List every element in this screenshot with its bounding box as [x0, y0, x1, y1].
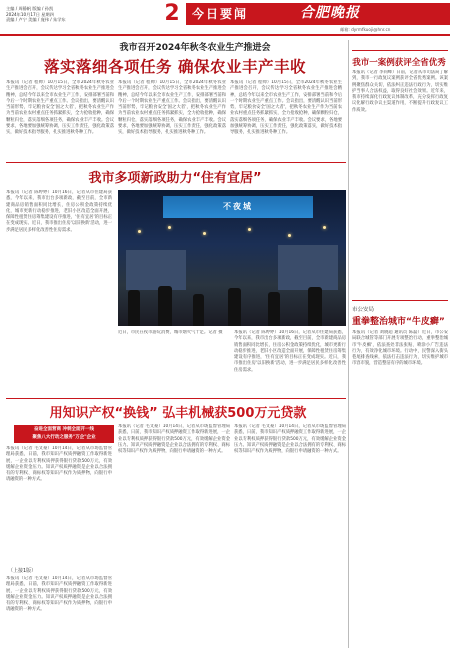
night-market-photo: [118, 190, 346, 326]
ticker-line: 奋进全面营商 冲刺全面开一线: [33, 427, 95, 432]
ip-headline: 用知识产权“换钱” 弘丰机械获500万元贷款: [49, 406, 307, 421]
photo-person: [268, 292, 280, 326]
photo-light: [138, 230, 141, 233]
continued-note: （上接1版）: [8, 568, 37, 574]
main-kicker: 我市召开2024年秋冬农业生产推进会: [119, 43, 271, 53]
photo-sign-text: 不夜城: [223, 202, 253, 211]
right-headline-1: 我市一案例获评全省优秀: [352, 58, 446, 68]
policy-body-col2: 本报讯（记者 陈婷婷）10月16日，记者从市住建局获悉，今年以来，我市出台多项新政，截至目前，全市新建商品房销售面积同比增长，住房公积金政策持续优化，城市更新行动稳步推进，老旧小区改造全面开展，保障性租赁住房筹集建设有序推进，'住有宜居'的目标正在变成现实。近日，我市推出住房'以旧换新'活动，进一步满足居民多样化改善性住房需求。: [234, 330, 346, 373]
right-subhead: 市公安局: [352, 307, 375, 313]
meta-line: 2024年10月17日 星期四: [6, 11, 54, 17]
ticker-line: 聚焦八大行动之服务"万企"企业: [32, 435, 96, 440]
policy-headline: 我市多项新政助力“住有宜居”: [88, 171, 262, 186]
ip-body-col4: 本报讯（记者 毛文豪）10月14日，记者从市场监督管理局获悉，日前，我市知识产权质押融资工作取得新进展，一企业以专利权质押获得银行贷款500万元，有效缓解企业资金压力。知识产权质押融资是企业以合法拥有的专利权、商标权等知识产权作为质押物，向银行申请融资的一种方式。: [6, 576, 112, 613]
photo-light: [248, 228, 251, 231]
photo-person: [228, 288, 241, 326]
meta-line: 责编 / 卢宁 美编 / 庞伟 / 朱学东: [6, 17, 66, 22]
main-body-col2: 本报讯（记者 程帅）10月15日，全市2024年秋冬农业生产推进会召开，会议传达学习全省秋冬农业生产推进会精神，总结今年以来全市农业生产工作，安排部署当前和今后一个时期农业生产重点工作。会议指出，要清醒认识当前形势，牢记粮食安全'国之大者'，把秋冬农业生产作为当前农业农村重点任务抓紧抓实，全力抢收抢种，确保颗粒归仓，落实落细各项任务，确保农业丰产丰收。会议要求，各地要加强统筹协调，压实工作责任，强化政策落实，做好技术指导服务，扎实推进秋冬种工作。: [118, 80, 226, 136]
story-divider: [6, 162, 346, 163]
main-body-col3: 本报讯（记者 程帅）10月15日，全市2024年秋冬农业生产推进会召开，会议传达学习全省秋冬农业生产推进会精神，总结今年以来全市农业生产工作，安排部署当前和今后一个时期农业生产重点工作。会议指出，要清醒认识当前形势，牢记粮食安全'国之大者'，把秋冬农业生产作为当前农业农村重点任务抓紧抓实，全力抢收抢种，确保颗粒归仓，落实落细各项任务，确保农业丰产丰收。会议要求，各地要加强统筹协调，压实工作责任，强化政策落实，做好技术指导服务，扎实推进秋冬种工作。: [230, 80, 342, 136]
photo-person: [193, 294, 204, 326]
column-rule: [348, 40, 349, 648]
photo-light: [323, 226, 326, 229]
newspaper-logo: 合肥晚报: [300, 5, 360, 21]
campaign-ticker: [14, 425, 114, 443]
right-body-1: 本报讯（记者 李尚峰）日前，记者从市司法局了解到，我市一行政复议案例获评全省优秀案例。该案例聚焦群众关切，依法纠正违法行政行为，切实维护当事人合法权益，取得良好社会效果。近年来，我市持续深化行政复议体制改革，充分发挥行政复议化解行政争议主渠道作用，不断提升行政复议工作质效。: [352, 70, 448, 113]
photo-stall: [278, 245, 338, 290]
photo-light: [168, 226, 171, 229]
story-divider: [6, 398, 346, 399]
photo-caption-col: 近日，市民在夜市游玩消费，城市烟火气十足。记者 摄: [118, 330, 223, 335]
photo-sign: [163, 196, 313, 218]
header-rule: [0, 34, 450, 36]
ip-body-col3: 本报讯（记者 毛文豪）10月14日，记者从市场监督管理局获悉，日前，我市知识产权质押融资工作取得新进展，一企业以专利权质押获得银行贷款500万元，有效缓解企业资金压力。知识产权质押融资是企业以合法拥有的专利权、商标权等知识产权作为质押物，向银行申请融资的一种方式。: [234, 424, 346, 455]
photo-person: [158, 286, 172, 326]
policy-body-col1: 本报讯（记者 陈婷婷）10月16日，记者从市住建局获悉，今年以来，我市出台多项新政，截至目前，全市新建商品房销售面积同比增长，住房公积金政策持续优化，城市更新行动稳步推进，老旧小区改造全面开展，保障性租赁住房筹集建设有序推进，'住有宜居'的目标正在变成现实。近日，我市推出住房'以旧换新'活动，进一步满足居民多样化改善性住房需求。: [6, 190, 112, 233]
photo-person: [308, 287, 322, 326]
photo-person: [128, 290, 140, 326]
masthead-meta: [6, 6, 156, 23]
photo-light: [288, 234, 291, 237]
site-url: 邮箱: dyrmfkuoji@hnr.cn: [340, 27, 391, 32]
main-headline: 落实落细各项任务 确保农业丰产丰收: [44, 58, 306, 76]
right-body-2: 本报讯（记者 刘晓超 通讯员 陈磊）近日，市公安局联合城管等部门开展专项整治行动，重拳整治城市'牛皮癣'，依法查处非法张贴、喷涂小广告违法行为，有效净化城市环境。行动中，民警深入街头巷尾排查线索，依法打击违法行为，切实维护城市市容市貌，营造整洁有序的城市环境。: [352, 330, 448, 367]
right-divider: [352, 50, 448, 51]
right-divider: [352, 300, 448, 301]
right-headline-2: 重拳整治城市“牛皮癣”: [352, 317, 445, 327]
photo-light: [203, 232, 206, 235]
photo-stall: [126, 250, 186, 290]
meta-line: 主编 / 周静帆 版编 / 孙凯: [6, 6, 54, 11]
ip-body-col2: 本报讯（记者 毛文豪）10月14日，记者从市场监督管理局获悉，日前，我市知识产权质押融资工作取得新进展，一企业以专利权质押获得银行贷款500万元，有效缓解企业资金压力。知识产权质押融资是企业以合法拥有的专利权、商标权等知识产权作为质押物，向银行申请融资的一种方式。: [118, 424, 230, 455]
page-number: 2: [164, 1, 180, 26]
section-title: 今日要闻: [192, 7, 249, 21]
ip-body-col1: 本报讯（记者 毛文豪）10月14日，记者从市场监督管理局获悉，日前，我市知识产权质押融资工作取得新进展，一企业以专利权质押获得银行贷款500万元，有效缓解企业资金压力。知识产权质押融资是企业以合法拥有的专利权、商标权等知识产权作为质押物，向银行申请融资的一种方式。: [6, 446, 112, 483]
main-body-col1: 本报讯（记者 程帅）10月15日，全市2024年秋冬农业生产推进会召开，会议传达学习全省秋冬农业生产推进会精神，总结今年以来全市农业生产工作，安排部署当前和今后一个时期农业生产重点工作。会议指出，要清醒认识当前形势，牢记粮食安全'国之大者'，把秋冬农业生产作为当前农业农村重点任务抓紧抓实，全力抢收抢种，确保颗粒归仓，落实落细各项任务，确保农业丰产丰收。会议要求，各地要加强统筹协调，压实工作责任，强化政策落实，做好技术指导服务，扎实推进秋冬种工作。: [6, 80, 114, 136]
